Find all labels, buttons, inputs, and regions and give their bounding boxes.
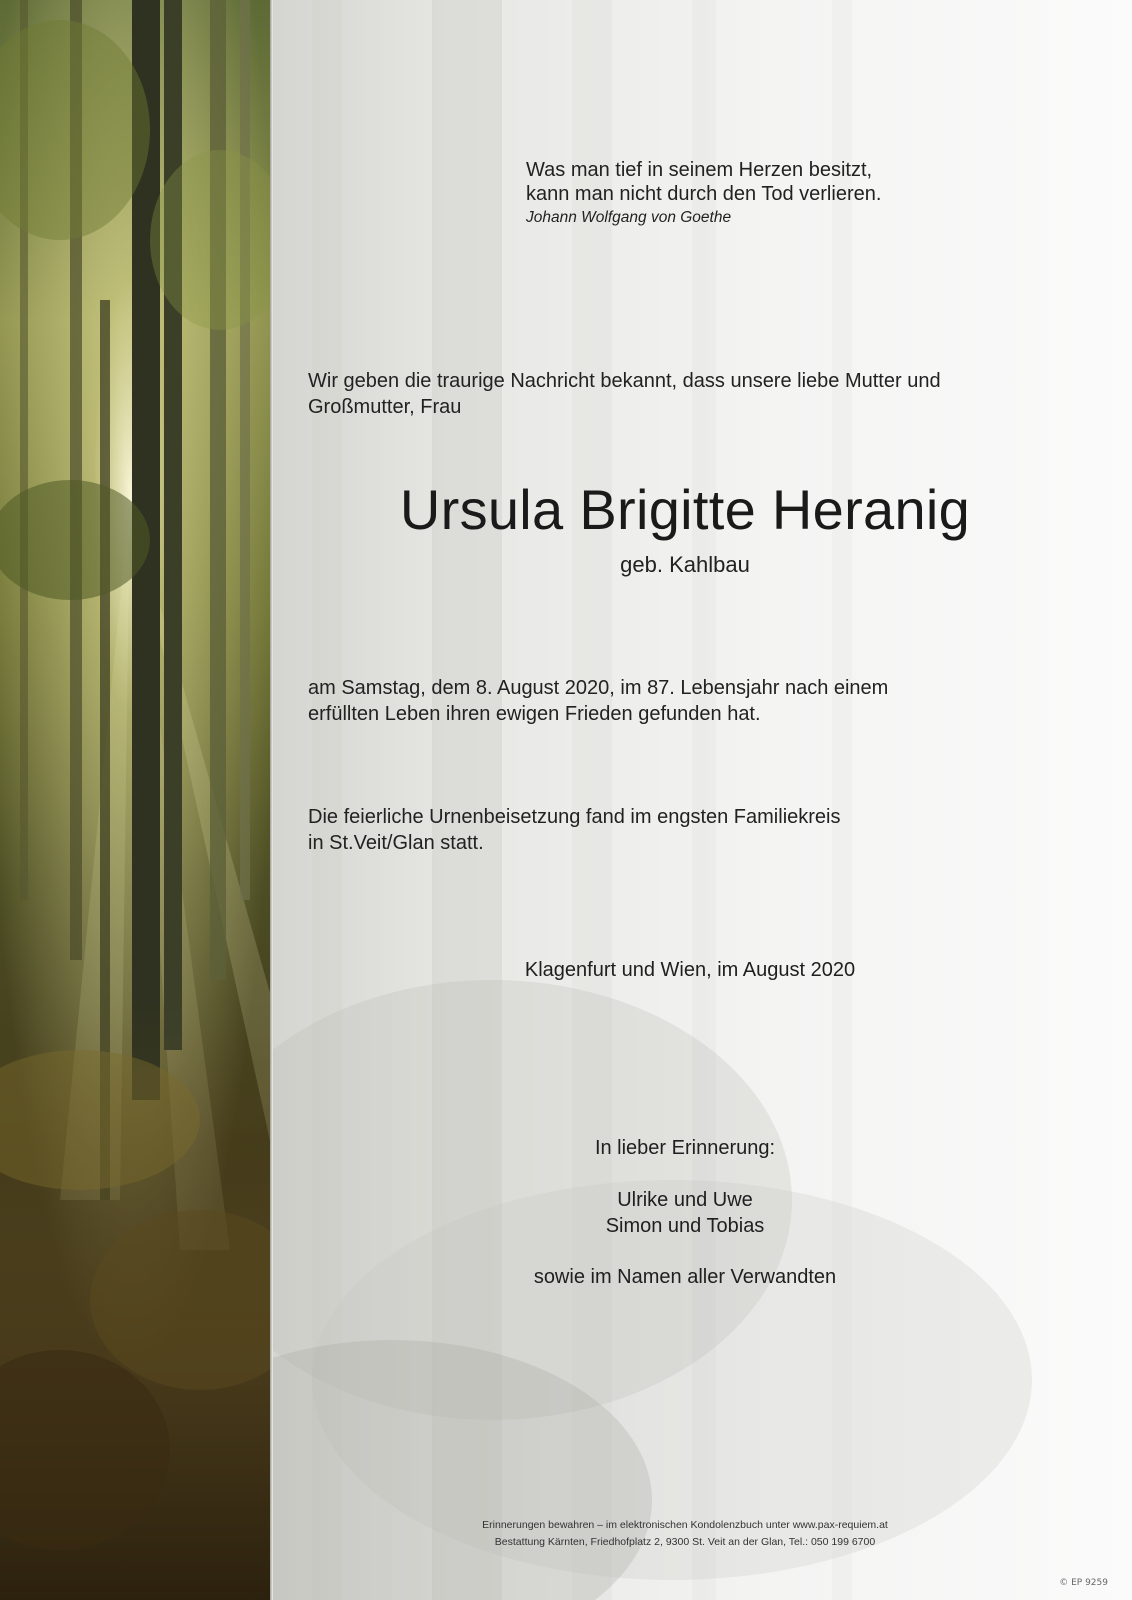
page-divider [270,0,273,1600]
quote [526,158,881,230]
survivors-list [300,1187,1070,1239]
place-date [300,957,1070,983]
burial-notice [308,804,1068,856]
footer [300,1517,1070,1551]
forest-illustration [0,0,272,1600]
burial-line-2: in St.Veit/Glan statt. [308,832,484,854]
quote-line-1: Was man tief in seinem Herzen besitzt, [526,159,873,181]
misty-forest-illustration [272,0,1132,1600]
footer-line-1: Erinnerungen bewahren – im elektronischen Kondolenzbuch unter www.pax-requiem.at [482,1519,888,1531]
intro-line-1: Wir geben die traurige Nachricht bekannt, dass unsere liebe Mutter und [308,370,941,392]
death-line-2: erfüllten Leben ihren ewigen Frieden gefunden hat. [308,703,761,725]
birth-name: geb. Kahlbau [620,552,750,577]
survivor-line: Simon und Tobias [605,1215,765,1237]
document-code: © EP 9259 [1059,1578,1108,1588]
mist-background [272,0,1132,1600]
quote-line-2: kann man nicht durch den Tod verlieren. [526,183,882,205]
survivor-line: Ulrike und Uwe [617,1189,753,1211]
intro-line-2: Großmutter, Frau [308,396,462,418]
announcement-intro [308,368,1068,420]
deceased-name: Ursula Brigitte Heranig [399,478,971,541]
footer-line-2: Bestattung Kärnten, Friedhofplatz 2, 9300 St. Veit an der Glan, Tel.: 050 199 6700 [494,1536,876,1548]
forest-photo [0,0,272,1600]
burial-line-1: Die feierliche Urnenbeisetzung fand im engsten Familiekreis [308,806,841,828]
quote-author: Johann Wolfgang von Goethe [526,209,732,226]
place-date-text: Klagenfurt und Wien, im August 2020 [524,959,856,981]
death-line-1: am Samstag, dem 8. August 2020, im 87. Lebensjahr nach einem [308,677,889,699]
memory-heading: In lieber Erinnerung: [594,1137,776,1159]
death-notice [308,675,1068,727]
relatives-line: sowie im Namen aller Verwandten [533,1266,837,1288]
